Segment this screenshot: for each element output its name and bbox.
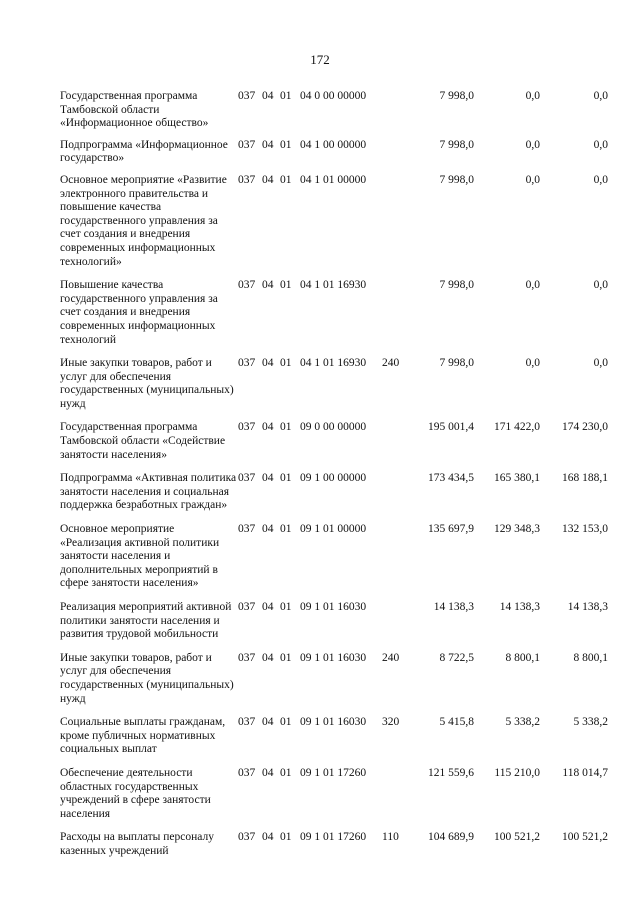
amount-year-1: 7 998,0 <box>439 279 474 292</box>
section-code: 04 <box>262 173 274 186</box>
table-row <box>0 523 640 591</box>
table-row <box>0 90 640 131</box>
table-row <box>0 174 640 269</box>
row-name: Иные закупки товаров, работ и услуг для обеспечения государственных (муниципальных) нужд <box>60 651 234 705</box>
target-article-code: 09 1 01 17260 <box>300 766 367 779</box>
subsection-code: 01 <box>280 601 292 613</box>
row-name: Основное мероприятие «Развитие электронного правительства и повышение качества государственного управления за счет создания и внедрения современных информационных технологий» <box>60 173 227 268</box>
section-code: 04 <box>262 472 274 485</box>
section-code: 04 <box>262 601 274 613</box>
amount-year-2: 129 348,3 <box>494 523 540 536</box>
subsection-code: 01 <box>280 279 292 292</box>
grbs-code: 037 <box>238 523 256 536</box>
subsection-code: 01 <box>280 421 292 434</box>
grbs-code: 037 <box>238 831 256 844</box>
section-code: 04 <box>262 716 274 729</box>
expense-type-code: 320 <box>382 716 400 729</box>
target-article-code: 09 0 00 00000 <box>300 421 367 434</box>
amount-year-1: 14 138,3 <box>433 601 474 613</box>
grbs-code: 037 <box>238 173 256 186</box>
target-article-code: 04 1 01 00000 <box>300 173 367 186</box>
target-article-code: 04 1 00 00000 <box>300 138 367 151</box>
amount-year-2: 0,0 <box>525 90 540 102</box>
amount-year-2: 0,0 <box>525 279 540 292</box>
subsection-code: 01 <box>280 651 292 664</box>
grbs-code: 037 <box>238 421 256 434</box>
target-article-code: 09 1 01 16030 <box>300 601 367 613</box>
amount-year-1: 173 434,5 <box>428 472 474 485</box>
amount-year-3: 132 153,0 <box>562 523 608 536</box>
row-name: Социальные выплаты гражданам, кроме публичных нормативных социальных выплат <box>60 716 226 756</box>
grbs-code: 037 <box>238 279 256 292</box>
subsection-code: 01 <box>280 173 292 186</box>
amount-year-3: 5 338,2 <box>573 716 608 729</box>
section-code: 04 <box>262 766 274 779</box>
subsection-code: 01 <box>280 523 292 536</box>
grbs-code: 037 <box>238 138 256 151</box>
amount-year-3: 0,0 <box>593 173 608 186</box>
row-name: Реализация мероприятий активной политики занятости населения и развития трудовой мобильности <box>60 601 232 641</box>
amount-year-1: 7 998,0 <box>439 357 474 370</box>
amount-year-3: 118 014,7 <box>562 766 608 779</box>
amount-year-1: 121 559,6 <box>428 766 474 779</box>
target-article-code: 09 1 01 16030 <box>300 716 367 729</box>
target-article-code: 04 0 00 00000 <box>300 90 367 102</box>
grbs-code: 037 <box>238 716 256 729</box>
table-row <box>0 601 640 642</box>
expense-type-code: 240 <box>382 651 400 664</box>
amount-year-3: 174 230,0 <box>562 421 608 434</box>
section-code: 04 <box>262 421 274 434</box>
table-row <box>0 279 640 347</box>
amount-year-2: 0,0 <box>525 138 540 151</box>
target-article-code: 09 1 01 16030 <box>300 651 367 664</box>
amount-year-3: 168 188,1 <box>562 472 608 485</box>
amount-year-2: 0,0 <box>525 357 540 370</box>
subsection-code: 01 <box>280 766 292 779</box>
amount-year-2: 115 210,0 <box>494 766 540 779</box>
page-number: 172 <box>310 52 330 67</box>
budget-table <box>0 90 640 859</box>
section-code: 04 <box>262 651 274 664</box>
amount-year-1: 135 697,9 <box>428 523 474 536</box>
row-name: Повышение качества государственного управления за счет создания и внедрения современных информационных технологий <box>60 279 218 346</box>
expense-type-code: 240 <box>382 357 400 370</box>
table-row <box>0 472 640 513</box>
table-row <box>0 716 640 757</box>
table-row <box>0 652 640 706</box>
subsection-code: 01 <box>280 831 292 844</box>
amount-year-1: 7 998,0 <box>439 90 474 102</box>
section-code: 04 <box>262 90 274 102</box>
amount-year-3: 0,0 <box>593 357 608 370</box>
amount-year-2: 5 338,2 <box>505 716 540 729</box>
row-name: Подпрограмма «Информационное государство» <box>60 138 228 165</box>
amount-year-2: 14 138,3 <box>499 601 540 613</box>
grbs-code: 037 <box>238 472 256 485</box>
amount-year-3: 0,0 <box>593 279 608 292</box>
amount-year-3: 14 138,3 <box>567 601 608 613</box>
amount-year-1: 8 722,5 <box>439 651 474 664</box>
row-name: Государственная программа Тамбовской области «Содействие занятости населения» <box>60 421 226 461</box>
section-code: 04 <box>262 831 274 844</box>
target-article-code: 09 1 00 00000 <box>300 472 367 485</box>
section-code: 04 <box>262 357 274 370</box>
amount-year-3: 100 521,2 <box>562 831 608 844</box>
amount-year-3: 8 800,1 <box>573 651 608 664</box>
target-article-code: 04 1 01 16930 <box>300 279 367 292</box>
row-name: Государственная программа Тамбовской области «Информационное общество» <box>60 90 209 130</box>
table-row <box>0 421 640 462</box>
grbs-code: 037 <box>238 766 256 779</box>
amount-year-2: 8 800,1 <box>505 651 540 664</box>
section-code: 04 <box>262 523 274 536</box>
subsection-code: 01 <box>280 138 292 151</box>
amount-year-1: 7 998,0 <box>439 138 474 151</box>
subsection-code: 01 <box>280 357 292 370</box>
subsection-code: 01 <box>280 716 292 729</box>
target-article-code: 04 1 01 16930 <box>300 357 367 370</box>
section-code: 04 <box>262 279 274 292</box>
amount-year-2: 100 521,2 <box>494 831 540 844</box>
row-name: Основное мероприятие «Реализация активной политики занятости населения и дополнительных мероприятий в сфере занятости населения» <box>60 523 220 590</box>
target-article-code: 09 1 01 17260 <box>300 831 367 844</box>
row-name: Подпрограмма «Активная политика занятости населения и социальная поддержка безработных граждан» <box>60 472 237 512</box>
grbs-code: 037 <box>238 601 256 613</box>
table-row <box>0 357 640 411</box>
subsection-code: 01 <box>280 90 292 102</box>
amount-year-1: 7 998,0 <box>439 173 474 186</box>
table-row <box>0 767 640 821</box>
row-name: Расходы на выплаты персоналу казенных учреждений <box>60 831 214 857</box>
grbs-code: 037 <box>238 90 256 102</box>
amount-year-3: 0,0 <box>593 138 608 151</box>
expense-type-code: 110 <box>382 831 399 844</box>
table-row <box>0 831 640 858</box>
table-row <box>0 139 640 166</box>
target-article-code: 09 1 01 00000 <box>300 523 367 536</box>
amount-year-1: 195 001,4 <box>428 421 474 434</box>
grbs-code: 037 <box>238 357 256 370</box>
grbs-code: 037 <box>238 651 256 664</box>
amount-year-2: 165 380,1 <box>494 472 540 485</box>
amount-year-2: 0,0 <box>525 173 540 186</box>
subsection-code: 01 <box>280 472 292 485</box>
row-name: Иные закупки товаров, работ и услуг для обеспечения государственных (муниципальных) нужд <box>60 357 234 410</box>
amount-year-1: 104 689,9 <box>428 831 474 844</box>
row-name: Обеспечение деятельности областных государственных учреждений в сфере занятости населения <box>60 766 211 820</box>
amount-year-2: 171 422,0 <box>494 421 540 434</box>
amount-year-1: 5 415,8 <box>439 716 474 729</box>
amount-year-3: 0,0 <box>593 90 608 102</box>
section-code: 04 <box>262 138 274 151</box>
